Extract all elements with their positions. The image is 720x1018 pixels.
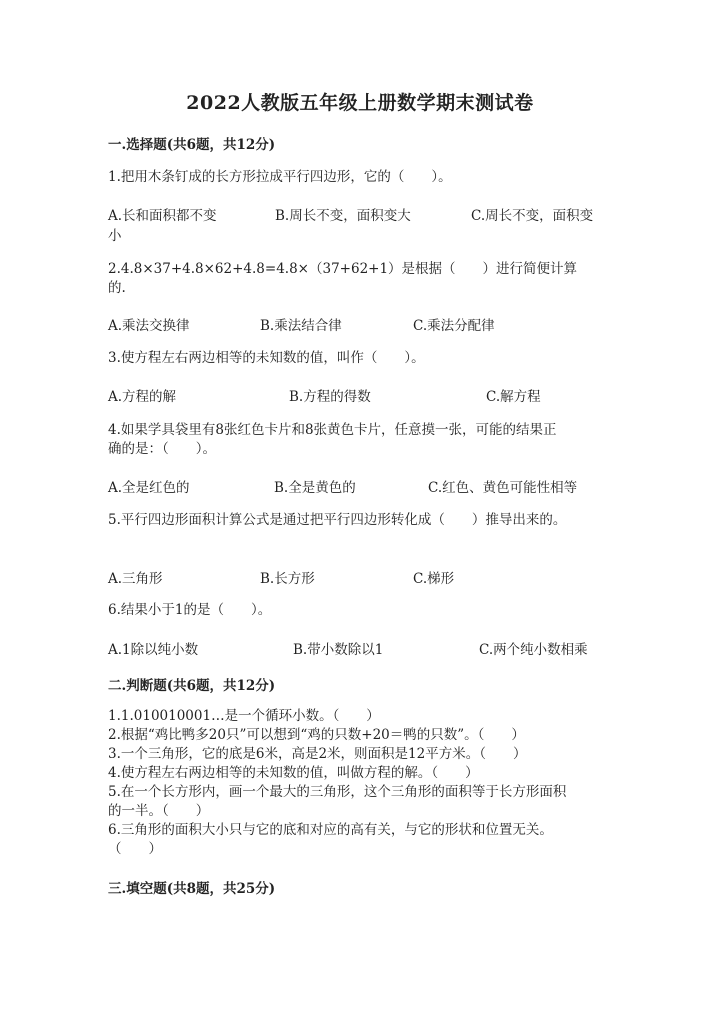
judge-item-2: 2.根据“鸡比鸭多20只”可以想到“鸡的只数+20＝鸭的只数”。（ ） bbox=[108, 727, 525, 743]
question-1-option-b: B.周长不变，面积变大 bbox=[275, 208, 411, 224]
page-title: 2022人教版五年级上册数学期末测试卷 bbox=[186, 92, 534, 114]
question-2-option-c: C.乘法分配律 bbox=[413, 318, 495, 334]
question-3-option-b: B.方程的得数 bbox=[289, 389, 371, 405]
judge-item-5-line2: 的一半。（ ） bbox=[108, 803, 210, 819]
question-4-stem-line2: 确的是：（ ）。 bbox=[108, 441, 216, 457]
question-2-stem-line2: 的. bbox=[108, 280, 126, 296]
judge-item-5-line1: 5.在一个长方形内，画一个最大的三角形，这个三角形的面积等于长方形面积 bbox=[108, 784, 567, 800]
question-4-option-b: B.全是黄色的 bbox=[274, 480, 356, 496]
question-1-option-c-overflow: 小 bbox=[108, 228, 122, 244]
question-2-option-a: A.乘法交换律 bbox=[108, 318, 190, 334]
question-3-option-c: C.解方程 bbox=[486, 389, 541, 405]
question-1-option-a: A.长和面积都不变 bbox=[108, 208, 217, 224]
judge-item-6-line1: 6.三角形的面积大小只与它的底和对应的高有关，与它的形状和位置无关。 bbox=[108, 822, 553, 838]
judge-item-4: 4.使方程左右两边相等的未知数的值，叫做方程的解。（ ） bbox=[108, 765, 479, 781]
question-3-option-a: A.方程的解 bbox=[108, 389, 177, 405]
section-heading-fill: 三.填空题(共8题，共25分) bbox=[108, 881, 276, 897]
question-6-option-a: A.1除以纯小数 bbox=[108, 642, 199, 658]
question-5-option-c: C.梯形 bbox=[413, 571, 455, 587]
section-heading-choice: 一.选择题(共6题，共12分) bbox=[108, 137, 276, 153]
question-4-stem-line1: 4.如果学具袋里有8张红色卡片和8张黄色卡片，任意摸一张，可能的结果正 bbox=[108, 422, 557, 438]
judge-item-1: 1.1.010010001…是一个循环小数。（ ） bbox=[108, 708, 380, 724]
question-5-option-b: B.长方形 bbox=[260, 571, 315, 587]
question-6-option-b: B.带小数除以1 bbox=[293, 642, 384, 658]
question-2-stem-line1: 2.4.8×37+4.8×62+4.8=4.8×（37+62+1）是根据（ ）进行简便计算 bbox=[108, 261, 578, 277]
question-6-stem: 6.结果小于1的是（ ）。 bbox=[108, 602, 272, 618]
section-heading-judge: 二.判断题(共6题，共12分) bbox=[108, 678, 276, 694]
question-2-option-b: B.乘法结合律 bbox=[260, 318, 342, 334]
question-1-option-c: C.周长不变，面积变 bbox=[471, 208, 594, 224]
question-5-option-a: A.三角形 bbox=[108, 571, 163, 587]
question-4-option-c: C.红色、黄色可能性相等 bbox=[428, 480, 578, 496]
judge-item-6-line2: （ ） bbox=[108, 841, 162, 857]
question-5-stem: 5.平行四边形面积计算公式是通过把平行四边形转化成（ ）推导出来的。 bbox=[108, 512, 567, 528]
question-6-option-c: C.两个纯小数相乘 bbox=[479, 642, 588, 658]
question-4-option-a: A.全是红色的 bbox=[108, 480, 190, 496]
question-1-stem: 1.把用木条钉成的长方形拉成平行四边形，它的（ ）。 bbox=[108, 169, 452, 185]
question-3-stem: 3.使方程左右两边相等的未知数的值，叫作（ ）。 bbox=[108, 350, 425, 366]
judge-item-3: 3.一个三角形，它的底是6米，高是2米，则面积是12平方米。（ ） bbox=[108, 746, 527, 762]
